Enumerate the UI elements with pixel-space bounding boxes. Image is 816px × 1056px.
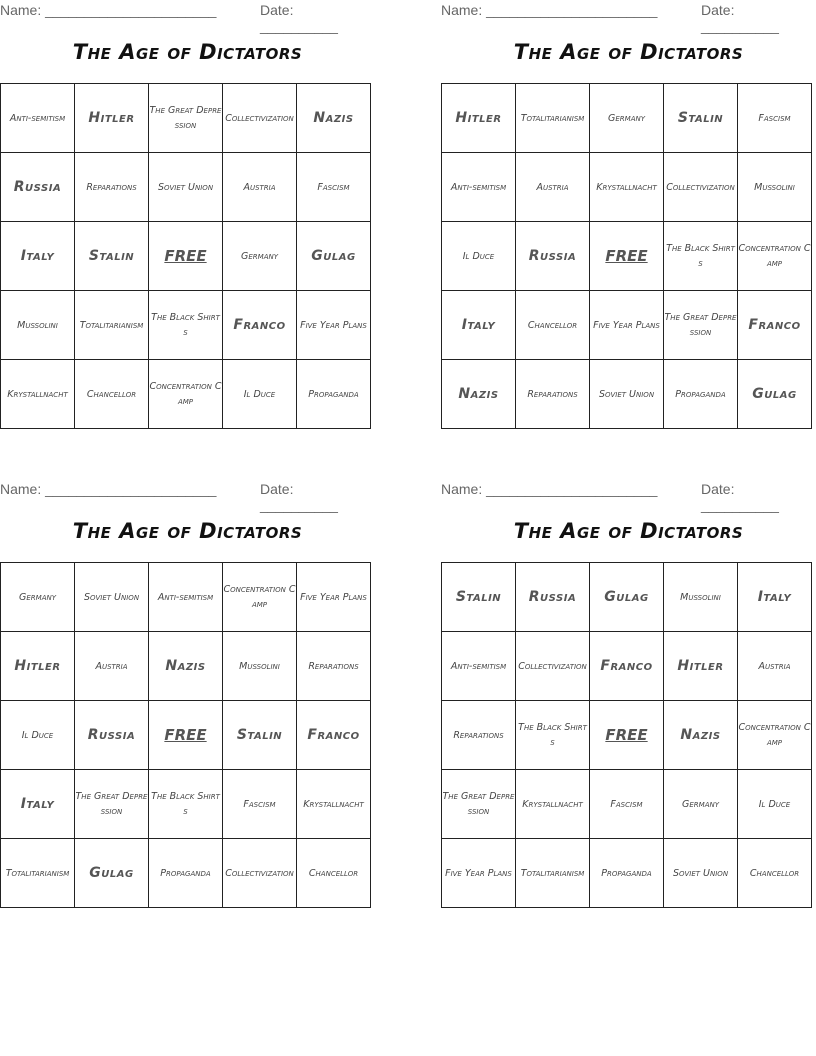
bingo-cell: Totalitarianism [516,84,590,153]
bingo-cell: Totalitarianism [1,839,75,908]
bingo-cell: Anti-semitism [1,84,75,153]
date-field-label: Date: __________ [260,2,338,34]
free-space-cell: FREE [149,701,223,770]
bingo-cell: Germany [590,84,664,153]
bingo-cell: Hitler [1,632,75,701]
bingo-cell: Concentration Camp [223,563,297,632]
bingo-cell: Germany [664,770,738,839]
bingo-cell: The Black Shirts [664,222,738,291]
bingo-cell: Fascism [223,770,297,839]
bingo-cell: The Great Depression [149,84,223,153]
bingo-cell: Chancellor [297,839,371,908]
bingo-cell: Five Year Plans [297,563,371,632]
bingo-cell: Chancellor [516,291,590,360]
date-field-label: Date: __________ [701,481,779,513]
bingo-cell: Fascism [590,770,664,839]
bingo-cell: Russia [1,153,75,222]
bingo-grid [441,83,812,429]
bingo-cell: Anti-semitism [442,632,516,701]
bingo-cell: Five Year Plans [590,291,664,360]
card-header [0,0,375,34]
bingo-cell: Krystallnacht [590,153,664,222]
free-space-cell: FREE [590,701,664,770]
card-header [441,479,816,513]
bingo-cell: Reparations [516,360,590,429]
bingo-cell: Italy [442,291,516,360]
bingo-grid [0,83,371,429]
bingo-cell: Reparations [442,701,516,770]
free-space-cell: FREE [590,222,664,291]
bingo-cell: Krystallnacht [1,360,75,429]
bingo-card-4 [441,479,816,879]
bingo-cell: Soviet Union [590,360,664,429]
bingo-card-2 [441,0,816,402]
bingo-cell: Nazis [149,632,223,701]
bingo-cell: Mussolini [223,632,297,701]
bingo-cell: Gulag [75,839,149,908]
bingo-cell: Anti-semitism [442,153,516,222]
bingo-grid [0,562,371,908]
bingo-cell: Propaganda [664,360,738,429]
bingo-cell: Totalitarianism [75,291,149,360]
bingo-cell: The Black Shirts [149,291,223,360]
bingo-cell: Five Year Plans [442,839,516,908]
bingo-cell: Concentration Camp [738,222,812,291]
bingo-cell: Collectivization [223,84,297,153]
bingo-cell: Anti-semitism [149,563,223,632]
bingo-cell: Collectivization [223,839,297,908]
bingo-cell: Soviet Union [664,839,738,908]
name-field-label: Name: ______________________ [0,481,217,497]
bingo-cell: Totalitarianism [516,839,590,908]
card-header [441,0,816,34]
bingo-cell: Russia [516,222,590,291]
bingo-cell: Italy [1,770,75,839]
bingo-cell: Stalin [664,84,738,153]
bingo-cell: Mussolini [1,291,75,360]
bingo-cell: Franco [590,632,664,701]
bingo-card-1 [0,0,375,407]
bingo-cell: Gulag [297,222,371,291]
bingo-cell: Propaganda [297,360,371,429]
bingo-grid [441,562,812,908]
bingo-cell: Stalin [75,222,149,291]
bingo-cell: Germany [1,563,75,632]
bingo-cell: Russia [516,563,590,632]
card-title: The Age of Dictators [72,519,303,543]
bingo-cell: Chancellor [75,360,149,429]
bingo-cell: Concentration Camp [149,360,223,429]
bingo-cell: The Great Depression [442,770,516,839]
bingo-cell: Five Year Plans [297,291,371,360]
bingo-cell: Austria [75,632,149,701]
bingo-cell: Il Duce [442,222,516,291]
bingo-cell: The Black Shirts [149,770,223,839]
bingo-cell: Hitler [664,632,738,701]
bingo-cell: Gulag [590,563,664,632]
bingo-cell: Franco [223,291,297,360]
bingo-cell: Reparations [297,632,371,701]
bingo-cell: Collectivization [516,632,590,701]
bingo-cell: Concentration Camp [738,701,812,770]
bingo-cell: Russia [75,701,149,770]
bingo-cell: Franco [297,701,371,770]
bingo-cell: Hitler [442,84,516,153]
card-title: The Age of Dictators [513,40,744,64]
bingo-cell: Mussolini [664,563,738,632]
bingo-cell: Austria [223,153,297,222]
bingo-cell: Collectivization [664,153,738,222]
bingo-cell: Il Duce [738,770,812,839]
bingo-cell: Nazis [664,701,738,770]
bingo-cell: Reparations [75,153,149,222]
bingo-cell: Krystallnacht [516,770,590,839]
bingo-cell: Austria [738,632,812,701]
bingo-cell: Mussolini [738,153,812,222]
bingo-cell: Propaganda [149,839,223,908]
bingo-cell: Hitler [75,84,149,153]
card-title: The Age of Dictators [513,519,744,543]
date-field-label: Date: __________ [260,481,338,513]
name-field-label: Name: ______________________ [0,2,217,18]
bingo-cell: Gulag [738,360,812,429]
bingo-cell: Krystallnacht [297,770,371,839]
bingo-cell: Il Duce [223,360,297,429]
bingo-cell: Nazis [297,84,371,153]
name-field-label: Name: ______________________ [441,2,658,18]
bingo-cell: The Great Depression [75,770,149,839]
name-field-label: Name: ______________________ [441,481,658,497]
bingo-cell: Chancellor [738,839,812,908]
bingo-cell: Fascism [297,153,371,222]
bingo-cell: Stalin [442,563,516,632]
bingo-cell: Italy [738,563,812,632]
bingo-cell: Franco [738,291,812,360]
bingo-cell: Soviet Union [149,153,223,222]
bingo-cell: The Black Shirts [516,701,590,770]
date-field-label: Date: __________ [701,2,779,34]
bingo-cell: Austria [516,153,590,222]
bingo-cell: Soviet Union [75,563,149,632]
bingo-cell: Il Duce [1,701,75,770]
bingo-cell: The Great Depression [664,291,738,360]
bingo-cell: Germany [223,222,297,291]
bingo-cell: Italy [1,222,75,291]
free-space-cell: FREE [149,222,223,291]
card-title: The Age of Dictators [72,40,303,64]
bingo-cell: Stalin [223,701,297,770]
card-header [0,479,375,513]
bingo-cell: Nazis [442,360,516,429]
bingo-cell: Fascism [738,84,812,153]
bingo-card-3 [0,479,375,881]
bingo-cell: Propaganda [590,839,664,908]
